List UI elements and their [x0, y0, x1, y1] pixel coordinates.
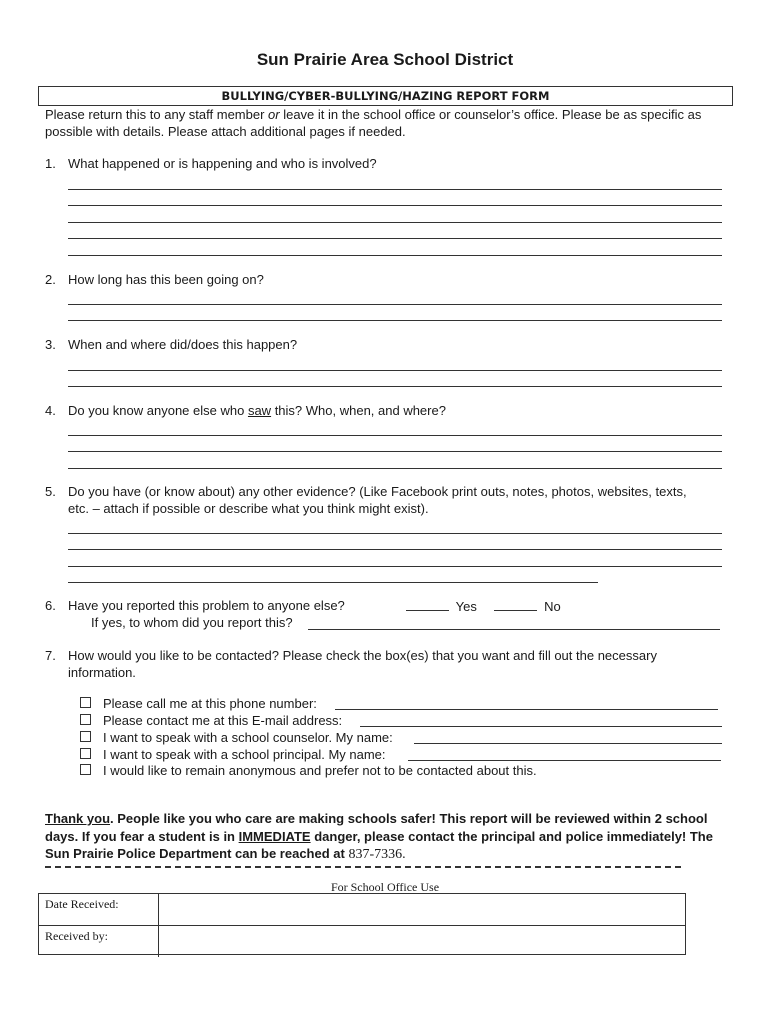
yes-label: Yes — [455, 599, 477, 614]
question-text: What happened or is happening and who is involved? — [68, 156, 377, 171]
option-fill-line[interactable] — [360, 726, 722, 727]
answer-line[interactable] — [68, 452, 722, 469]
option-fill-line[interactable] — [414, 743, 722, 744]
answer-line[interactable] — [68, 239, 722, 256]
option-label: I would like to remain anonymous and prefer not to be contacted about this. — [103, 763, 537, 778]
question-number: 2. — [45, 272, 56, 287]
option-label: I want to speak with a school counselor. My name: — [103, 730, 393, 745]
police-phone: 837-7336 — [348, 847, 403, 862]
answer-line[interactable] — [68, 550, 722, 567]
question-text-after: this? Who, when, and where? — [271, 403, 446, 418]
instructions-italic: or — [268, 107, 280, 122]
question-number: 4. — [45, 403, 56, 418]
question-text: How long has this been going on? — [68, 272, 264, 287]
contact-option-email — [80, 713, 342, 730]
divider-dashed — [45, 866, 681, 868]
contact-option-counselor — [80, 730, 393, 747]
thank-you-note — [45, 810, 725, 864]
checkbox[interactable] — [80, 714, 91, 725]
answer-line[interactable] — [68, 305, 722, 322]
answer-line[interactable] — [68, 223, 722, 240]
followup-text: If yes, to whom did you report this? — [91, 615, 293, 630]
answer-line[interactable] — [68, 206, 722, 223]
answer-line[interactable] — [68, 517, 722, 534]
yes-blank[interactable] — [406, 598, 449, 611]
question-number: 7. — [45, 648, 56, 663]
option-fill-line[interactable] — [335, 709, 718, 710]
question-6-followup — [91, 615, 293, 632]
checkbox[interactable] — [80, 731, 91, 742]
answer-line[interactable] — [68, 288, 722, 305]
option-fill-line[interactable] — [408, 760, 721, 761]
question-text-underlined: saw — [247, 403, 272, 418]
office-use-caption: For School Office Use — [330, 880, 440, 894]
immediate-underlined: IMMEDIATE — [238, 828, 311, 844]
option-label: I want to speak with a school principal. My name: — [103, 747, 386, 762]
instructions-text-2: leave it in the school office or counselor’s office. Please be as specific as possible with details. Please attach additional pages if needed. — [45, 107, 702, 139]
checkbox[interactable] — [80, 697, 91, 708]
contact-option-anonymous — [80, 763, 537, 780]
question-text — [68, 403, 446, 420]
question-text: When and where did/does this happen? — [68, 337, 298, 352]
thank-you-underlined: Thank you — [45, 811, 111, 826]
option-label: Please contact me at this E-mail address: — [103, 713, 343, 728]
answer-lines-3[interactable] — [68, 354, 722, 387]
answer-line[interactable] — [68, 190, 722, 207]
instructions-text-1: Please return this to any staff member — [45, 107, 269, 122]
contact-option-principal — [80, 747, 386, 764]
answer-line[interactable] — [68, 371, 722, 388]
thank-you-text-1: . People like you who care are making schools safer! This report will be reviewed within 2 school days. If you fear a student is in — [45, 811, 708, 844]
office-row-date — [39, 894, 685, 925]
checkbox[interactable] — [80, 764, 91, 775]
thank-you-end: . — [402, 847, 406, 862]
answer-lines-2[interactable] — [68, 288, 722, 321]
answer-line-short[interactable] — [68, 582, 598, 583]
page-title: Sun Prairie Area School District — [256, 50, 514, 69]
question-text: Have you reported this problem to anyone else? — [68, 598, 345, 613]
question-number: 6. — [45, 598, 56, 613]
answer-line[interactable] — [68, 354, 722, 371]
question-number: 5. — [45, 484, 56, 499]
answer-lines-5[interactable] — [68, 517, 722, 567]
form-header: BULLYING/CYBER-BULLYING/HAZING REPORT FORM — [38, 86, 733, 106]
thank-you-text-2: danger, please contact the principal and police immediately! The Sun Prairie Police Department can be reached at — [45, 828, 713, 861]
question-text: Do you have (or know about) any other evidence? (Like Facebook print outs, notes, photos, websites, texts, etc. – attach if possible or describe what you think might exist). — [68, 484, 687, 516]
checkbox[interactable] — [80, 748, 91, 759]
answer-line[interactable] — [68, 173, 722, 190]
answer-lines-1[interactable] — [68, 173, 722, 256]
question-text: How would you like to be contacted? Please check the box(es) that you want and fill out the necessary information. — [68, 648, 657, 680]
answer-line[interactable] — [68, 534, 722, 551]
no-blank[interactable] — [494, 598, 537, 611]
office-row-received-by — [39, 925, 685, 957]
question-number: 3. — [45, 337, 56, 352]
followup-answer-line[interactable] — [308, 629, 720, 630]
question-number: 1. — [45, 156, 56, 171]
received-by-label: Received by: — [39, 926, 159, 957]
office-use-table — [38, 893, 686, 955]
instructions — [45, 107, 705, 140]
answer-line[interactable] — [68, 419, 722, 436]
answer-line[interactable] — [68, 436, 722, 453]
no-label: No — [544, 599, 561, 614]
date-received-label: Date Received: — [39, 894, 159, 925]
yes-no-choice — [406, 598, 561, 614]
option-label: Please call me at this phone number: — [103, 696, 317, 711]
contact-option-phone — [80, 696, 317, 713]
answer-lines-4[interactable] — [68, 419, 722, 469]
question-text-before: Do you know anyone else who — [68, 403, 248, 418]
